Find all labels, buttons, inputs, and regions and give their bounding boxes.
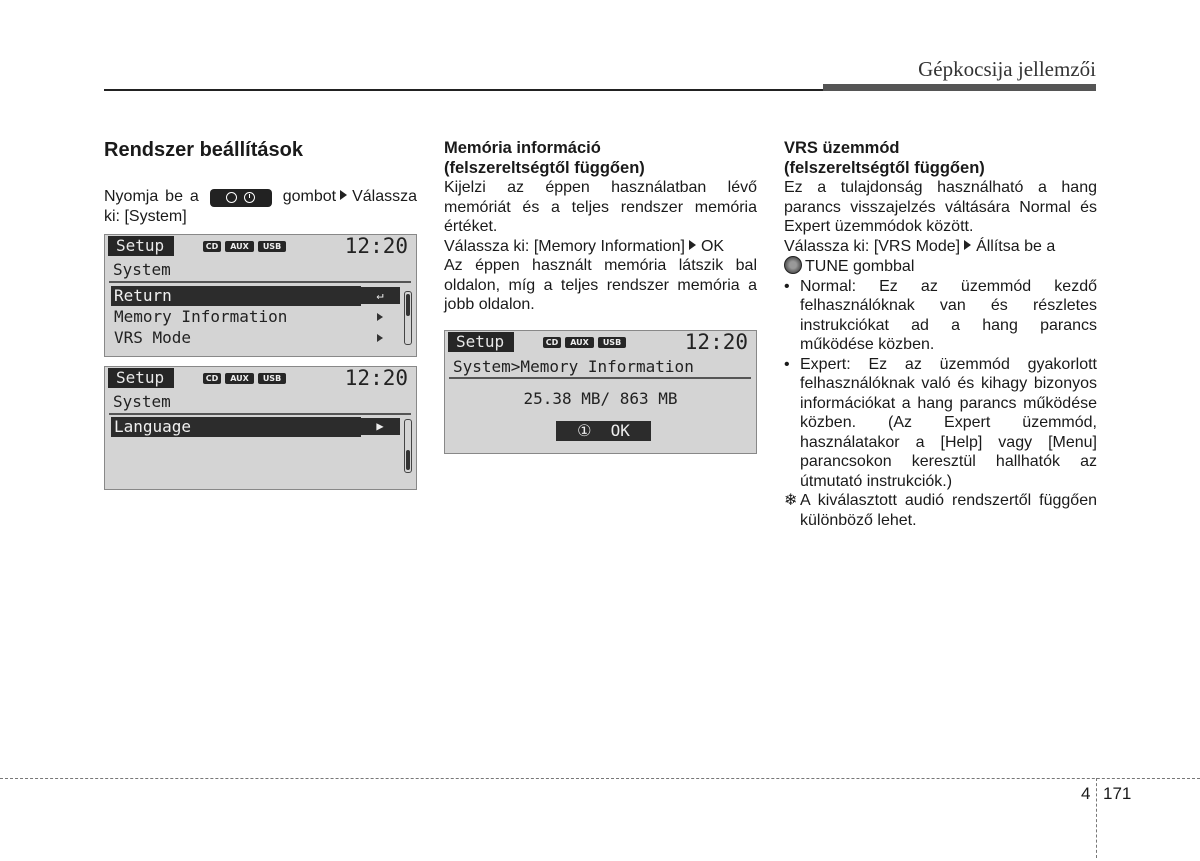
menu-subtitle: System [113,260,171,279]
bullet-text: Normal: Ez az üzemmód kezdő felhasználóknak van és részletes instrukciókat ad a hang parancs működése közben. [800,277,1097,353]
aux-badge: AUX [225,373,254,384]
instruction-text: Válassza ki: [Memory Information] [444,237,685,255]
instruction-text: Válassza ki: [System] [104,188,417,225]
cd-badge: CD [203,241,221,252]
running-header: Gépkocsija jellemzői [918,57,1096,81]
arrow-icon [689,240,696,250]
menu-subtitle: System>Memory Information [453,357,694,376]
instruction-text: OK [700,237,725,255]
instruction [104,187,417,226]
arrow-icon [340,190,347,200]
clock-display: 12:20 [684,330,748,354]
usb-badge: USB [258,373,286,384]
section-number: 4 [1081,784,1091,803]
section-heading: Memória információ [444,139,601,157]
scrollbar[interactable] [404,419,412,473]
section-subheading: (felszereltségtől függően) [784,159,985,177]
column-system-settings [104,138,417,226]
column-memory-information [444,138,757,315]
menu-item-memory-information[interactable]: Memory Information [114,307,288,326]
cd-badge: CD [203,373,221,384]
list-item: • Expert: Ez az üzemmód gyakorlott felhasználóknak való és kihagy bizonyos információkat a hang parancs működése közben. (Az Expert üzemmód, használatakor a [Help] vagy [Menu] parancsokon keresztül hallhatók az útmutató instrukciók.) [784,355,1097,490]
instruction [784,237,1097,277]
page-number: 171 [1103,784,1132,803]
lcd-screen-system-menu [104,234,417,357]
tune-knob-icon [784,256,802,274]
paragraph: Az éppen használt memória látszik bal oldalon, míg a teljes rendszer memória a jobb oldalon. [444,257,757,313]
setup-label: Setup [108,236,174,256]
chevron-right-icon [377,334,383,342]
ok-button[interactable] [556,421,651,441]
paragraph: Kijelzi az éppen használatban lévő memóriát és a teljes rendszer memória értéket. [444,179,757,235]
menu-item-vrs-mode[interactable]: VRS Mode [114,328,192,347]
paragraph: Ez a tulajdonság használható a hang parancs visszajelzés váltására Normal és Expert üzemmódok között. [784,179,1097,235]
note [784,491,1097,530]
cd-badge: CD [543,337,561,348]
footer-rule [0,778,1200,779]
usb-badge: USB [258,241,286,252]
column-vrs-mode [784,138,1097,530]
menu-subtitle: System [113,392,171,411]
menu-item-language[interactable]: Language [111,417,361,437]
clock-icon [244,192,255,203]
clock-display: 12:20 [344,366,408,390]
snowflake-note-icon: ❄ [784,492,798,509]
setup-label: Setup [448,332,514,352]
setup-button-icon [210,189,272,207]
list-item: • Normal: Ez az üzemmód kezdő felhasználóknak van és részletes instrukciókat ad a hang parancs működése közben. [784,277,1097,353]
bullet-text: Expert: Ez az üzemmód gyakorlott felhasználóknak való és kihagy bizonyos információkat a hang parancs működése közben. (Az Expert üzemmód, használatakor a [Help] vagy [Menu] parancsokon keresztül hallhatók az útmutató instrukciók.) [800,355,1097,490]
instruction-text: TUNE gombbal [805,258,915,275]
note-text: A kiválasztott audió rendszertől függően különböző lehet. [800,492,1097,529]
section-heading: Rendszer beállítások [104,139,303,161]
instruction-text: Nyomja be a [104,188,199,205]
chevron-right-icon: ▶ [360,418,400,435]
instruction [444,237,757,257]
clock-display: 12:20 [344,234,408,258]
usb-badge: USB [598,337,626,348]
scrollbar[interactable] [404,291,412,345]
ok-label: OK [610,421,630,440]
preset-number: ① [577,421,592,440]
header-rule-accent [823,84,1096,91]
menu-item-return[interactable]: Return [111,286,361,306]
instruction-text: gombot [282,188,337,205]
lcd-screen-memory-info [444,330,757,454]
chevron-right-icon [377,313,383,321]
arrow-icon [964,240,971,250]
instruction-text: Állítsa be a [976,237,1056,255]
aux-badge: AUX [565,337,594,348]
lcd-screen-language [104,366,417,490]
gear-icon [226,192,237,203]
setup-label: Setup [108,368,174,388]
instruction-text: Válassza ki: [VRS Mode] [784,237,961,255]
aux-badge: AUX [225,241,254,252]
footer-divider [1096,778,1097,858]
memory-usage-value: 25.38 MB/ 863 MB [523,389,678,408]
back-icon: ↵ [360,287,400,304]
section-subheading: (felszereltségtől függően) [444,159,645,177]
section-heading: VRS üzemmód [784,139,900,157]
